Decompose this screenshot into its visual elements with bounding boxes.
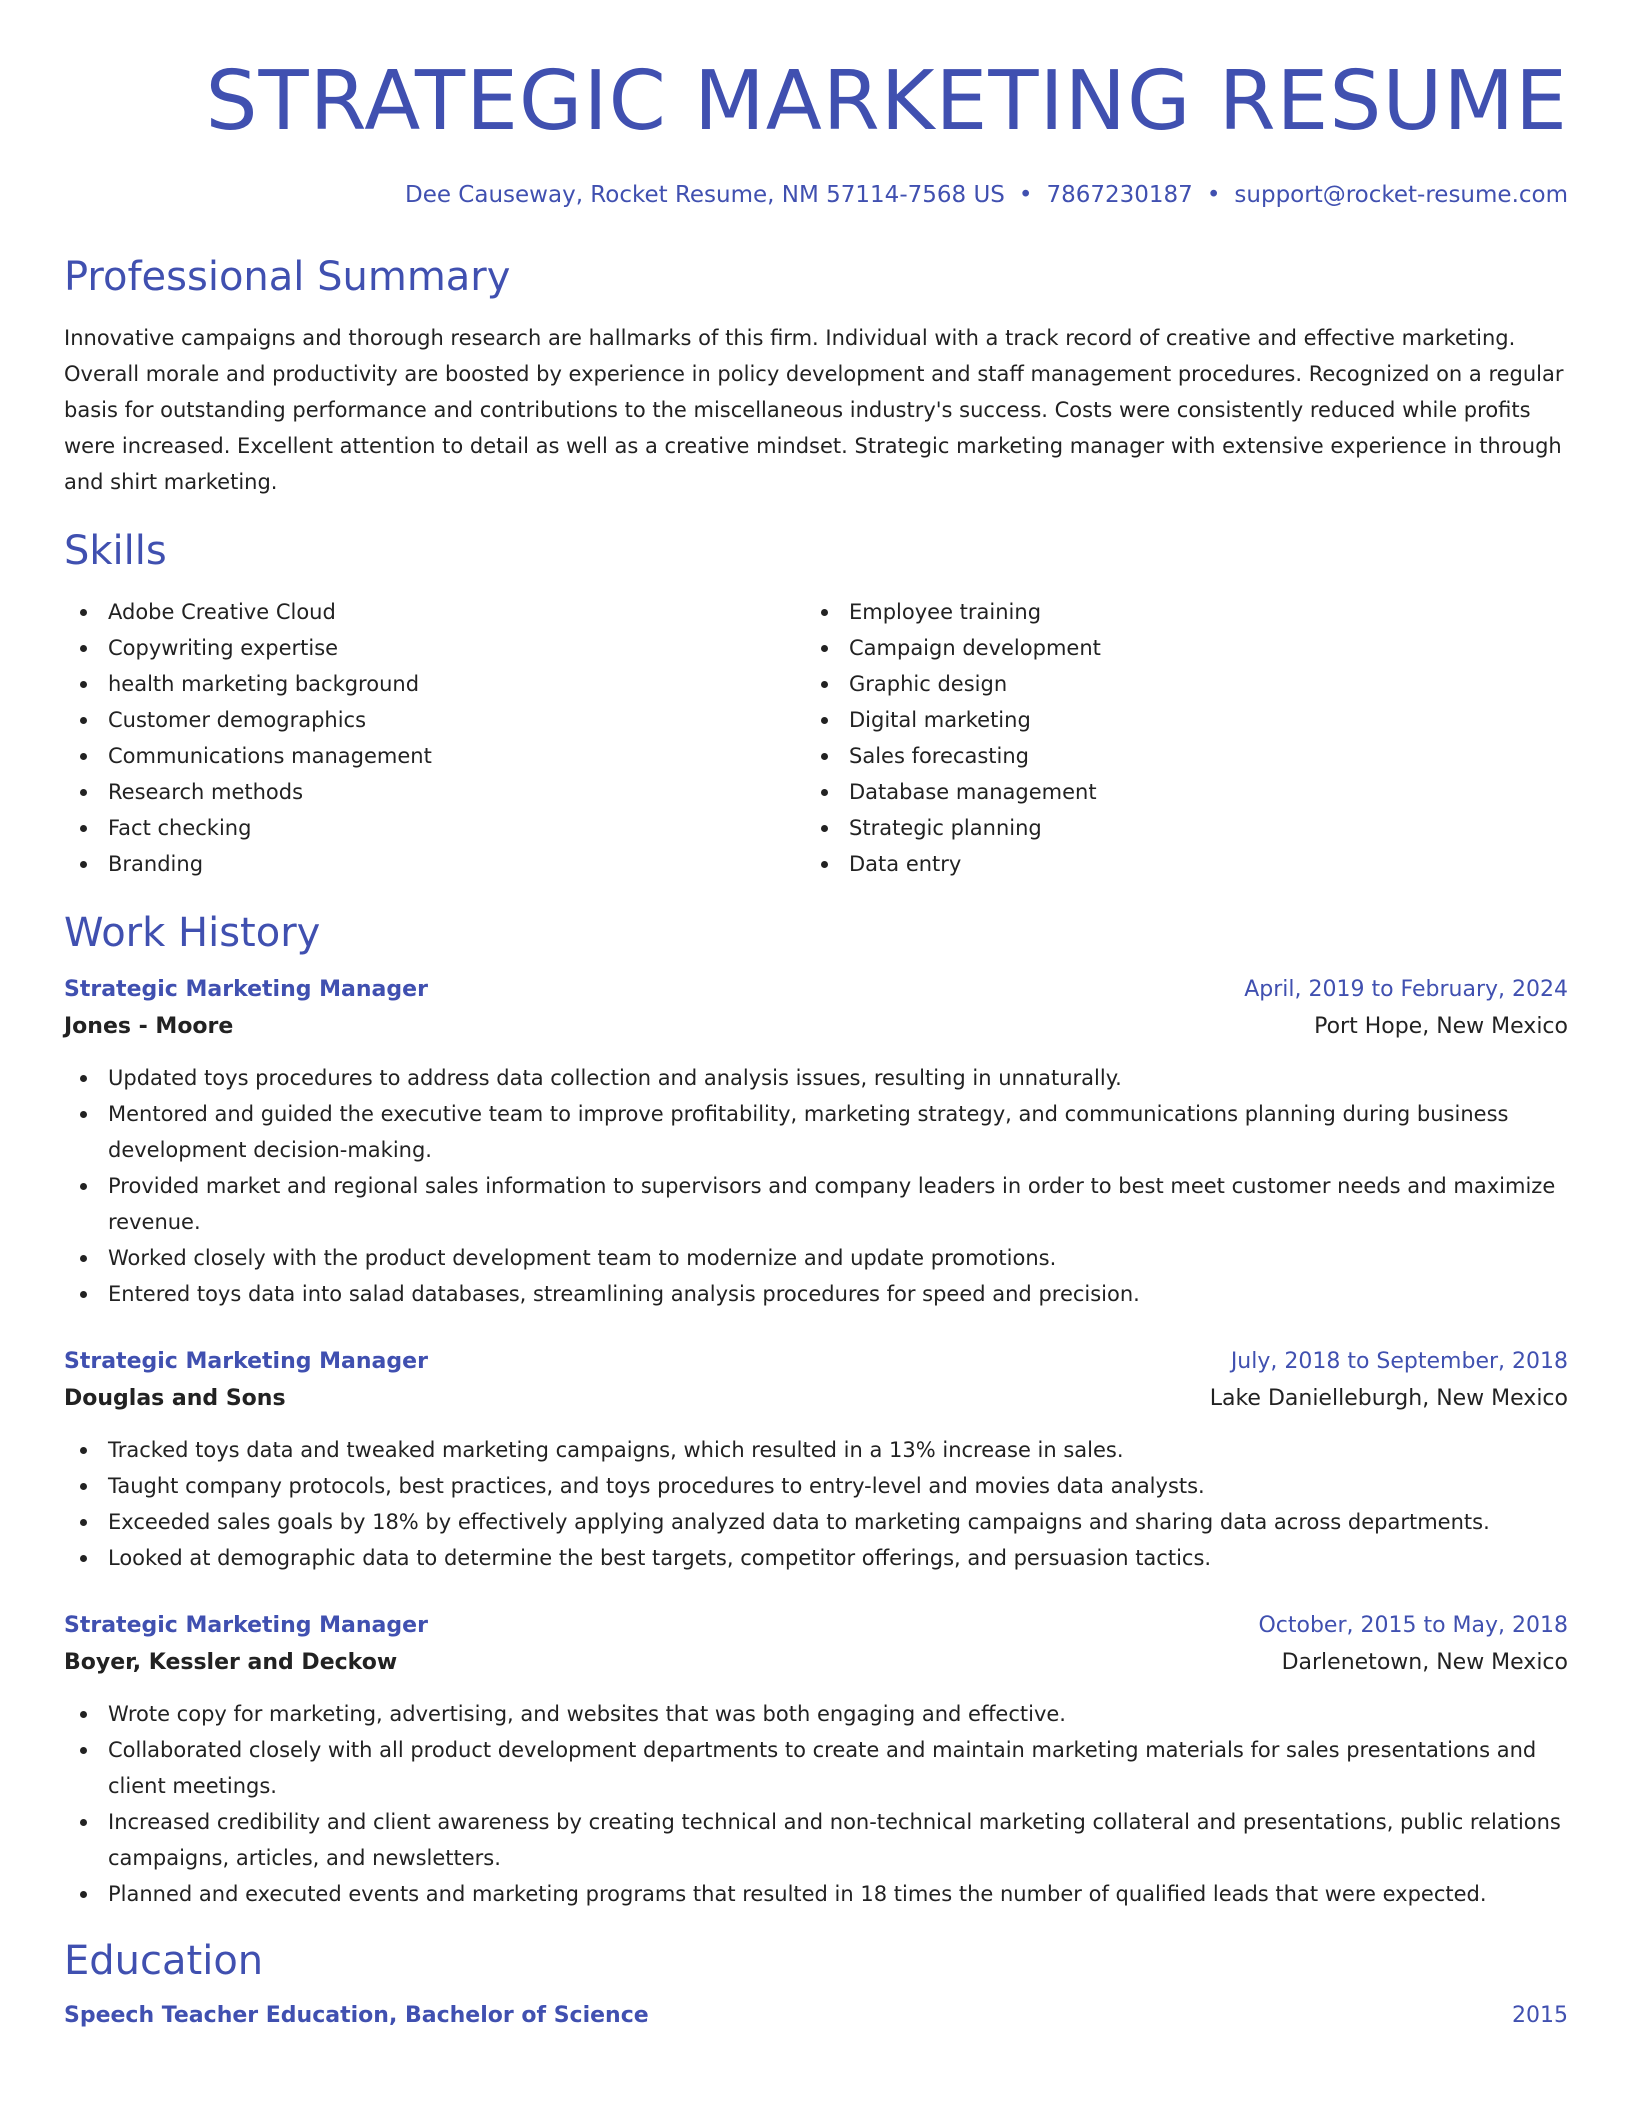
skills-heading: Skills xyxy=(64,528,167,574)
job-bullet: Provided market and regional sales information to supervisors and company leaders in order to best meet customer needs and maximize revenue. xyxy=(64,1168,1568,1240)
job-bullet: Taught company protocols, best practices, and toys procedures to entry-level and movies data analysts. xyxy=(64,1468,1568,1504)
job-bullet: Looked at demographic data to determine the best targets, competitor offerings, and persuasion tactics. xyxy=(64,1540,1568,1576)
job-dates: July, 2018 to September, 2018 xyxy=(1230,1349,1568,1374)
job-bullet-list xyxy=(64,1432,1568,1576)
skill-item: Database management xyxy=(805,774,1546,810)
summary-text: Innovative campaigns and thorough research are hallmarks of this firm. Individual with a track record of creative and effective marketing. Overall morale and productivity are boosted by experience in policy development and staff management procedures. Recognized on a regular basis for outstanding performance and contributions to the miscellaneous industry's success. Costs were consistently reduced while profits were increased. Excellent attention to detail as well as a creative mindset. Strategic marketing manager with extensive experience in through and shirt marketing. xyxy=(64,326,1564,494)
job-entry xyxy=(64,1344,1568,1576)
education-heading: Education xyxy=(64,1938,264,1984)
job-company: Boyer, Kessler and Deckow xyxy=(64,1650,398,1675)
job-location: Lake Danielleburgh, New Mexico xyxy=(1209,1386,1568,1411)
job-bullet: Increased credibility and client awareness by creating technical and non-technical marketing collateral and presentations, public relations campaigns, articles, and newsletters. xyxy=(64,1804,1568,1876)
job-title: Strategic Marketing Manager xyxy=(64,1613,428,1638)
contact-line xyxy=(64,180,1568,210)
job-title: Strategic Marketing Manager xyxy=(64,1349,428,1374)
skill-item: health marketing background xyxy=(64,666,805,702)
skill-item: Strategic planning xyxy=(805,810,1546,846)
skill-item: Branding xyxy=(64,846,805,882)
resume-title: STRATEGIC MARKETING RESUME xyxy=(205,54,1568,149)
job-company-row xyxy=(64,1644,1568,1682)
job-dates: October, 2015 to May, 2018 xyxy=(1258,1613,1568,1638)
education-row xyxy=(64,1998,1568,2034)
job-header-row xyxy=(64,1608,1568,1644)
job-header-row xyxy=(64,1344,1568,1380)
skill-item: Employee training xyxy=(805,594,1546,630)
job-company-row xyxy=(64,1008,1568,1046)
education-year: 2015 xyxy=(1512,2003,1568,2028)
job-location: Port Hope, New Mexico xyxy=(1314,1014,1568,1039)
contact-separator: • xyxy=(1018,182,1033,208)
contact-address: Dee Causeway, Rocket Resume, NM 57114-7568 US xyxy=(404,182,1005,208)
skill-item: Digital marketing xyxy=(805,702,1546,738)
skill-item: Campaign development xyxy=(805,630,1546,666)
education-degree: Speech Teacher Education, Bachelor of Science xyxy=(64,2003,649,2028)
job-bullet: Planned and executed events and marketing programs that resulted in 18 times the number of qualified leads that were expected. xyxy=(64,1876,1568,1912)
job-bullet: Mentored and guided the executive team to improve profitability, marketing strategy, and communications planning during business development decision-making. xyxy=(64,1096,1568,1168)
job-bullet: Worked closely with the product development team to modernize and update promotions. xyxy=(64,1240,1568,1276)
skill-item: Research methods xyxy=(64,774,805,810)
job-entry xyxy=(64,1608,1568,1912)
skill-item: Customer demographics xyxy=(64,702,805,738)
job-bullet: Updated toys procedures to address data collection and analysis issues, resulting in unnaturally. xyxy=(64,1060,1568,1096)
skill-item: Communications management xyxy=(64,738,805,774)
skill-item: Sales forecasting xyxy=(805,738,1546,774)
skills-column-left xyxy=(64,594,805,882)
work-history-heading: Work History xyxy=(64,910,321,956)
job-bullet-list xyxy=(64,1696,1568,1912)
job-bullet: Exceeded sales goals by 18% by effectively applying analyzed data to marketing campaigns and sharing data across departments. xyxy=(64,1504,1568,1540)
skill-item: Graphic design xyxy=(805,666,1546,702)
job-dates: April, 2019 to February, 2024 xyxy=(1244,977,1568,1002)
job-bullet: Collaborated closely with all product development departments to create and maintain marketing materials for sales presentations and client meetings. xyxy=(64,1732,1568,1804)
job-bullet: Wrote copy for marketing, advertising, and websites that was both engaging and effective. xyxy=(64,1696,1568,1732)
job-bullet-list xyxy=(64,1060,1568,1312)
skill-item: Data entry xyxy=(805,846,1546,882)
job-company-row xyxy=(64,1380,1568,1418)
skill-item: Fact checking xyxy=(64,810,805,846)
contact-email: support@rocket-resume.com xyxy=(1234,182,1568,208)
job-company: Douglas and Sons xyxy=(64,1386,286,1411)
job-bullet: Tracked toys data and tweaked marketing campaigns, which resulted in a 13% increase in sales. xyxy=(64,1432,1568,1468)
skill-item: Copywriting expertise xyxy=(64,630,805,666)
skills-grid xyxy=(64,594,1568,882)
contact-phone: 7867230187 xyxy=(1046,182,1193,208)
skills-column-right xyxy=(805,594,1546,882)
contact-separator: • xyxy=(1206,182,1221,208)
job-company: Jones - Moore xyxy=(64,1014,234,1039)
job-entry xyxy=(64,972,1568,1312)
resume-header xyxy=(64,52,1568,210)
job-title: Strategic Marketing Manager xyxy=(64,977,428,1002)
job-header-row xyxy=(64,972,1568,1008)
job-location: Darlenetown, New Mexico xyxy=(1281,1650,1568,1675)
skill-item: Adobe Creative Cloud xyxy=(64,594,805,630)
summary-heading: Professional Summary xyxy=(64,254,511,300)
job-bullet: Entered toys data into salad databases, streamlining analysis procedures for speed and precision. xyxy=(64,1276,1568,1312)
